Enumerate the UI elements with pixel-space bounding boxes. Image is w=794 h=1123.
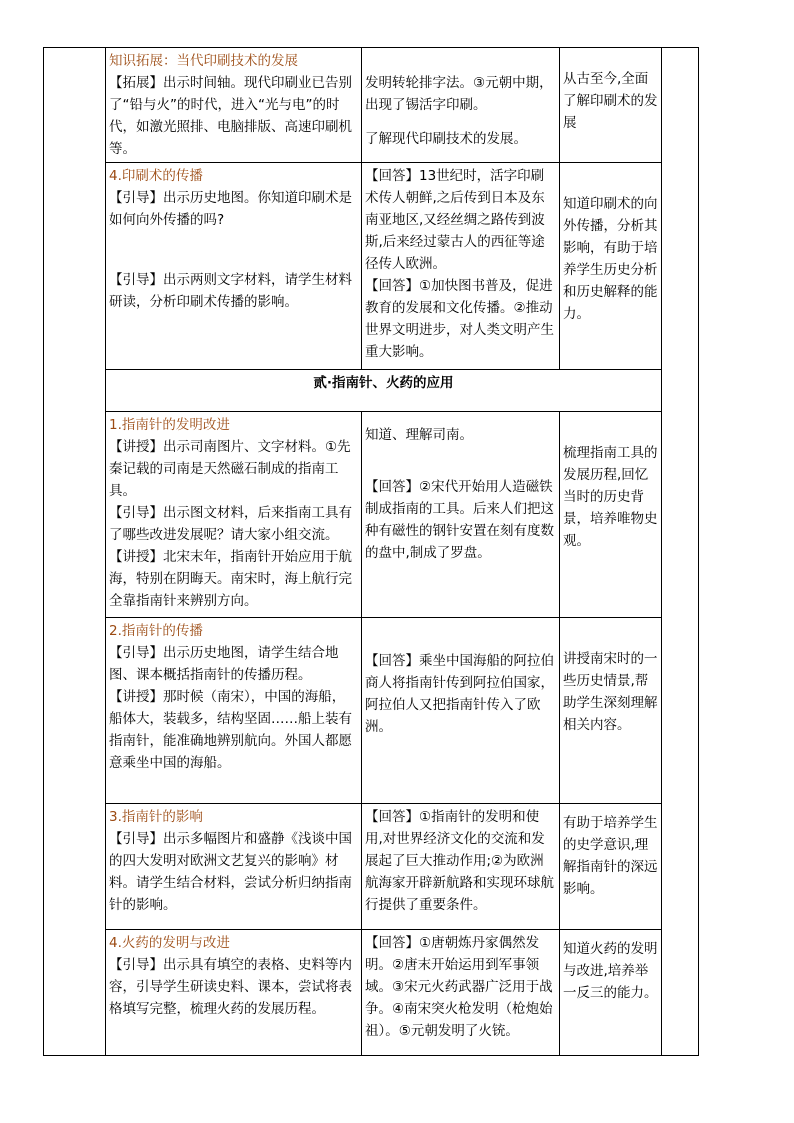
activity-paragraph: 【引导】出示两则文字材料，请学生材料研读，分析印刷术传播的影响。 — [109, 272, 352, 310]
table-row — [44, 48, 699, 163]
student-activity-cell — [362, 412, 560, 618]
activity-paragraph: 【讲授】出示司南图片、文字材料。①先秦记载的司南是天然磁石制成的指南工具。 — [109, 439, 351, 499]
teacher-activity-cell — [106, 618, 362, 804]
design-intent-cell — [560, 804, 662, 930]
teacher-activity-cell — [106, 412, 362, 618]
activity-paragraph: 知道、理解司南。 — [365, 427, 473, 443]
table-row — [44, 412, 699, 618]
teacher-activity-cell — [106, 804, 362, 930]
design-intent-cell — [560, 930, 662, 1056]
section-heading: 4.印刷术的传播 — [109, 168, 203, 184]
student-activity-cell — [362, 804, 560, 930]
left-blank-column — [44, 48, 106, 1056]
section-heading: 4.火药的发明与改进 — [109, 935, 230, 951]
design-intent-text: 知道印刷术的向外传播，分析其影响，有助于培养学生历史分析和历史解释的能力。 — [563, 196, 658, 322]
activity-paragraph: 【讲授】北宋末年，指南针开始应用于航海，特别在阴晦天。南宋时，海上航行完全靠指南针来辨别方向。 — [109, 549, 352, 609]
design-intent-text: 梳理指南工具的发展历程,回忆当时的历史背景，培养唯物史观。 — [563, 445, 658, 549]
design-intent-text: 知道火药的发明与改进,培养举一反三的能力。 — [563, 941, 658, 1001]
design-intent-text: 从古至今,全面了解印刷术的发展 — [563, 71, 658, 131]
activity-paragraph: 【引导】出示历史地图，请学生结合地图、课本概括指南针的传播历程。 — [109, 645, 339, 683]
activity-paragraph: 【回答】②宋代开始用人造磁铁制成指南的工具。后来人们把这种有磁性的钢针安置在刻有度数的盘中,制成了罗盘。 — [365, 479, 554, 561]
section-heading: 1.指南针的发明改进 — [109, 417, 230, 433]
section-heading: 2.指南针的传播 — [109, 623, 203, 639]
activity-paragraph: 【讲授】那时候（南宋），中国的海船，船体大，装载多，结构坚固……船上装有指南针，能准确地辨别航向。外国人都愿意乘坐中国的海船。 — [109, 689, 352, 771]
activity-paragraph: 【拓展】出示时间轴。现代印刷业已告别了“铅与火”的时代，进入“光与电”的时代，如激光照排、电脑排版、高速印刷机等。 — [109, 75, 352, 157]
student-activity-cell — [362, 48, 560, 163]
design-intent-cell — [560, 618, 662, 804]
teacher-activity-cell — [106, 930, 362, 1056]
table-row — [44, 930, 699, 1056]
section-title: 贰·指南针、火药的应用 — [106, 370, 662, 412]
design-intent-text: 讲授南宋时的一些历史情景,帮助学生深刻理解相关内容。 — [563, 651, 658, 733]
activity-paragraph: 【回答】乘坐中国海船的阿拉伯商人将指南针传到阿拉伯国家，阿拉伯人又把指南针传入了欧洲。 — [365, 653, 554, 735]
activity-paragraph: 【回答】①唐朝炼丹家偶然发明。②唐末开始运用到军事领域。③宋元火药武器广泛用于战争。④南宋突火枪发明（枪炮始祖）。⑤元朝发明了火铳。 — [365, 935, 553, 1039]
activity-paragraph: 【引导】出示图文材料，后来指南工具有了哪些改进发展呢？请大家小组交流。 — [109, 505, 352, 543]
student-activity-cell — [362, 618, 560, 804]
teacher-activity-cell — [106, 48, 362, 163]
design-intent-text: 有助于培养学生的史学意识,理解指南针的深远影响。 — [563, 815, 658, 897]
table-row — [44, 370, 699, 412]
student-activity-cell — [362, 163, 560, 370]
right-blank-column — [662, 48, 699, 1056]
table-row — [44, 163, 699, 370]
design-intent-cell — [560, 412, 662, 618]
activity-paragraph: 【回答】①指南针的发明和使用,对世界经济文化的交流和发展起了巨大推动作用;②为欧洲航海家开辟新航路和实现环球航行提供了重要条件。 — [365, 809, 554, 913]
table-row — [44, 618, 699, 804]
design-intent-cell — [560, 48, 662, 163]
activity-paragraph: 发明转轮排字法。③元朝中期，出现了锡活字印刷。 — [365, 75, 553, 113]
activity-paragraph: 【引导】出示具有填空的表格、史料等内容，引导学生研读史料、课本，尝试将表格填写完整，梳理火药的发展历程。 — [109, 957, 352, 1017]
teacher-activity-cell — [106, 163, 362, 370]
activity-paragraph: 【引导】出示历史地图。你知道印刷术是如何向外传播的吗? — [109, 190, 352, 228]
design-intent-cell — [560, 163, 662, 370]
activity-paragraph: 【引导】出示多幅图片和盛静《浅谈中国的四大发明对欧洲文艺复兴的影响》材料。请学生结合材料，尝试分析归纳指南针的影响。 — [109, 831, 352, 913]
student-activity-cell — [362, 930, 560, 1056]
activity-paragraph: 【回答】①加快图书普及，促进教育的发展和文化传播。②推动世界文明进步，对人类文明产生重大影响。 — [365, 278, 554, 360]
activity-paragraph: 【回答】13世纪时，活字印刷术传人朝鲜,之后传到日本及东南亚地区,又经丝绸之路传到波斯,后来经过蒙古人的西征等途径传人欧洲。 — [365, 168, 545, 272]
section-heading: 3.指南针的影响 — [109, 809, 203, 825]
section-heading: 知识拓展：当代印刷技术的发展 — [109, 53, 298, 69]
activity-paragraph: 了解现代印刷技术的发展。 — [365, 131, 527, 147]
lesson-plan-table — [43, 47, 699, 1056]
table-row — [44, 804, 699, 930]
